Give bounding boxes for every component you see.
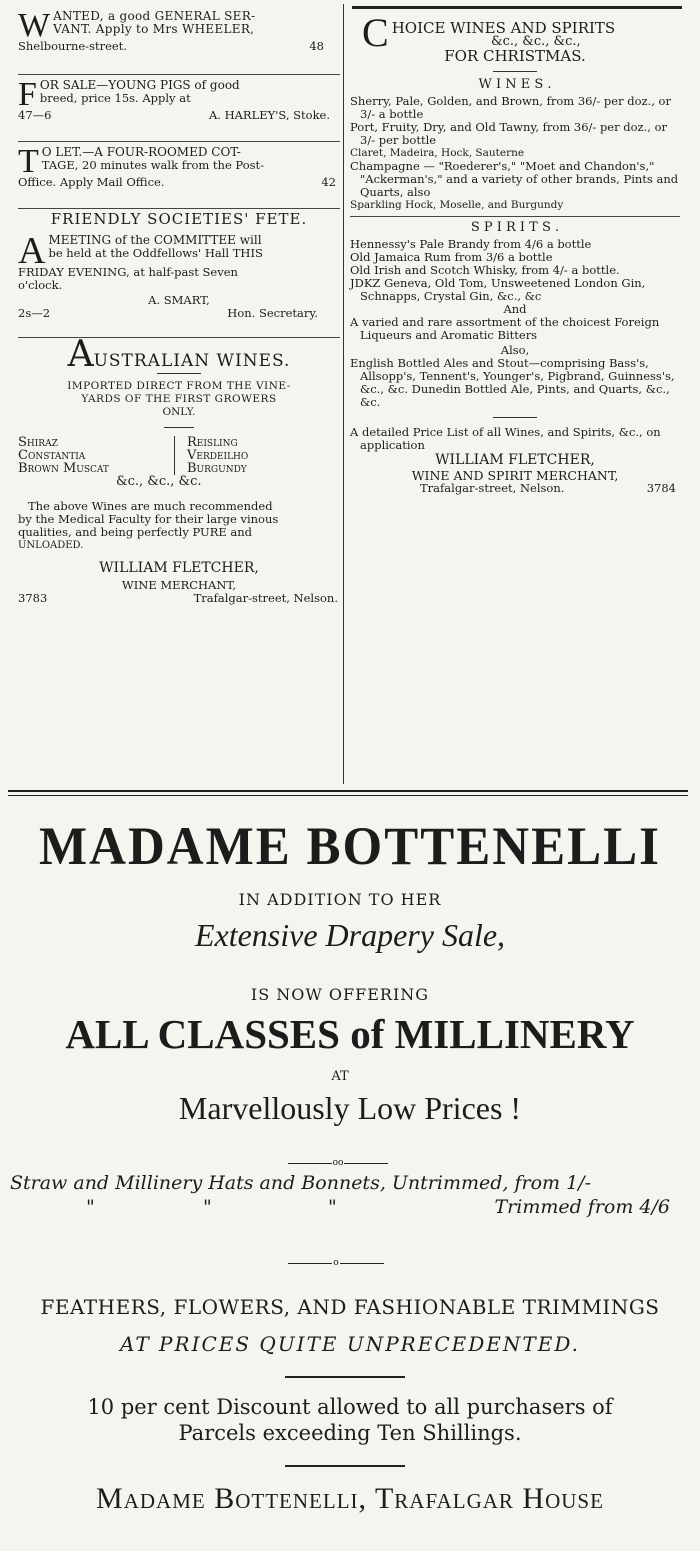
column-divider: [343, 4, 344, 784]
ad-text: &c., &c., &c.,: [491, 34, 581, 49]
wine-entry: Champagne — "Roederer's," "Moet and Chandon's," "Ackerman's," and a variety of other brands, Pints and Quarts, also: [350, 159, 679, 199]
separator: [18, 337, 340, 338]
ad-text: A. HARLEY'S, Stoke.: [208, 108, 330, 122]
wine-entry: Port, Fruity, Dry, and Old Tawny, from 36/- per doz., or 3/- per bottle: [350, 120, 667, 147]
ornament: o: [333, 1258, 339, 1268]
ad-heading: USTRALIAN WINES.: [93, 351, 291, 371]
ad-code: 3783: [18, 591, 48, 605]
ad-headline: Marvellously Low Prices !: [178, 1090, 522, 1126]
ad-text: breed, price 15s. Apply at: [39, 91, 191, 105]
ad-text: IN ADDITION TO HER: [238, 890, 442, 909]
ad-text: Extensive Drapery Sale,: [194, 917, 506, 953]
ad-text: The above Wines are much recommended: [28, 499, 273, 513]
ad-friendly-societies: [18, 210, 340, 333]
dropcap: T: [18, 143, 39, 180]
merchant-address: Trafalgar-street, Nelson.: [420, 481, 565, 495]
ad-footer: Madame Bottenelli, Trafalgar House: [96, 1482, 604, 1515]
ad-cottage-to-let: [18, 143, 340, 204]
ad-text: Hon. Secretary.: [227, 306, 318, 320]
ad-code: 48: [309, 39, 324, 53]
ad-text: MEETING of the COMMITTEE will: [48, 233, 262, 247]
wine-list-right: [187, 436, 248, 475]
short-rule: [493, 417, 537, 418]
short-rule: [164, 427, 194, 428]
wine-item: Burgundy: [187, 461, 247, 476]
ad-text: TAGE, 20 minutes walk from the Post-: [41, 158, 265, 172]
ad-headline: FEATHERS, FLOWERS, AND FASHIONABLE TRIMMINGS: [40, 1295, 660, 1319]
ad-text: Trimmed from 4/6: [494, 1196, 670, 1218]
spirit-entry: Hennessy's Pale Brandy from 4/6 a bottle: [350, 237, 592, 251]
wine-entry: Sherry, Pale, Golden, and Brown, from 36/- per doz., or 3/- a bottle: [350, 94, 671, 121]
separator: [350, 216, 680, 217]
ad-pigs-for-sale: [18, 76, 340, 137]
ad-text: YARDS OF THE FIRST GROWERS: [81, 393, 277, 405]
dropcap: C: [362, 10, 389, 55]
ornament-rule: [0, 1258, 686, 1268]
ad-text: Office. Apply Mail Office.: [18, 175, 165, 189]
merchant-trade: WINE MERCHANT,: [121, 578, 237, 592]
section-rule: [8, 790, 688, 792]
wine-entry: Claret, Madeira, Hock, Sauterne: [350, 147, 525, 159]
ad-text: English Bottled Ales and Stout—comprising Bass's, Allsopp's, Tennent's, Younger's, Pigbrand, Guinness's, &c., &c. Dunedin Bottled Ale, Pints, and Quarts, &c., &c.: [350, 356, 675, 409]
short-rule: [157, 373, 201, 374]
ad-text: &c., &c., &c.: [116, 474, 202, 489]
ad-text: be held at the Oddfellows' Hall THIS: [48, 246, 263, 260]
ad-text: IS NOW OFFERING: [250, 985, 430, 1004]
ad-text: by the Medical Faculty for their large vinous: [18, 512, 279, 526]
dropcap: A: [18, 230, 46, 272]
wine-item: Brown Muscat: [18, 461, 109, 476]
ad-text: Also,: [500, 343, 530, 357]
wine-item: Reisling: [187, 435, 238, 450]
ad-title: MADAME BOTTENELLI: [39, 817, 661, 877]
ad-text: VANT. Apply to Mrs WHEELER,: [53, 22, 255, 36]
section-rule: [8, 795, 688, 796]
spirit-entry: Old Irish and Scotch Whisky, from 4/- a bottle.: [350, 263, 620, 277]
ad-text: o'clock.: [18, 278, 63, 292]
ad-text: 10 per cent Discount allowed to all purchasers of: [87, 1395, 613, 1419]
ad-text: Parcels exceeding Ten Shillings.: [178, 1421, 522, 1445]
merchant-address: Trafalgar-street, Nelson.: [193, 591, 338, 605]
separator: [18, 141, 340, 142]
merchant-trade: WINE AND SPIRIT MERCHANT,: [411, 468, 619, 483]
ad-text: Straw and Millinery Hats and Bonnets, Untrimmed, from 1/-: [10, 1172, 591, 1194]
section-heading: W I N E S .: [478, 77, 552, 92]
ad-text: And: [503, 302, 527, 316]
wine-item: Constantia: [18, 448, 86, 463]
ditto-mark: ": [86, 1196, 95, 1218]
short-rule: [493, 71, 537, 72]
ad-text: A detailed Price List of all Wines, and Spirits, &c., on application: [350, 425, 661, 452]
ad-heading: FOR CHRISTMAS.: [444, 47, 586, 65]
wine-item: Verdeilho: [187, 448, 249, 463]
dropcap: W: [18, 7, 51, 44]
ad-text: AT: [331, 1069, 349, 1084]
wine-list-left: [18, 436, 168, 475]
ad-wanted-servant: [18, 7, 340, 70]
ad-text: qualities, and being perfectly PURE and: [18, 525, 253, 539]
ad-text: ANTED, a good GENERAL SER-: [53, 9, 256, 23]
ad-text: OR SALE—YOUNG PIGS of good: [39, 78, 240, 92]
ad-heading: FRIENDLY SOCIETIES' FETE.: [50, 210, 308, 228]
spirit-entry: Old Jamaica Rum from 3/6 a bottle: [350, 250, 553, 264]
ad-text: A varied and rare assortment of the choicest Foreign Liqueurs and Aromatic Bitters: [350, 315, 660, 342]
merchant-name: WILLIAM FLETCHER,: [99, 560, 259, 576]
left-column: [18, 6, 340, 605]
ad-code: 47—6: [18, 108, 52, 122]
ad-text: AT PRICES QUITE UNPRECEDENTED.: [120, 1332, 580, 1356]
ad-headline: ALL CLASSES of MILLINERY: [65, 1011, 635, 1057]
ad-code: 2s—2: [18, 306, 51, 320]
top-rule: [352, 6, 682, 9]
ad-text: O LET.—A FOUR-ROOMED COT-: [41, 145, 241, 159]
ad-text: ONLY.: [162, 406, 196, 418]
ad-text: Shelbourne-street.: [18, 39, 127, 53]
ornament-rule: [0, 1158, 688, 1168]
ad-signer: A. SMART,: [148, 293, 210, 307]
section-heading: S P I R I T S .: [470, 220, 560, 235]
ad-text: FRIDAY EVENING, at half-past Seven: [18, 265, 238, 279]
ad-choice-wines: [350, 10, 680, 495]
ad-australian-wines: [18, 334, 340, 605]
separator: [18, 208, 340, 209]
ad-code: 42: [321, 175, 336, 189]
right-column: [350, 10, 680, 495]
ditto-mark: ": [328, 1196, 337, 1218]
wine-item: Shiraz: [18, 435, 58, 450]
divider: [174, 436, 175, 475]
spirit-entry: JDKZ Geneva, Old Tom, Unsweetened London Gin, Schnapps, Crystal Gin, &c., &c: [350, 276, 646, 303]
ditto-mark: ": [203, 1196, 212, 1218]
ad-text: UNLOADED.: [18, 540, 84, 551]
ad-text: IMPORTED DIRECT FROM THE VINE-: [67, 380, 291, 392]
ad-code: 3784: [646, 481, 676, 495]
wine-entry: Sparkling Hock, Moselle, and Burgundy: [350, 199, 564, 211]
rule: [285, 1376, 405, 1378]
ad-heading: HOICE WINES AND SPIRITS: [391, 19, 616, 37]
dropcap: F: [18, 76, 37, 113]
rule: [285, 1465, 405, 1467]
merchant-name: WILLIAM FLETCHER,: [435, 452, 595, 468]
separator: [18, 74, 340, 75]
dropcap: A: [67, 334, 94, 375]
wine-list: [18, 436, 340, 475]
ornament: oo: [332, 1158, 344, 1168]
